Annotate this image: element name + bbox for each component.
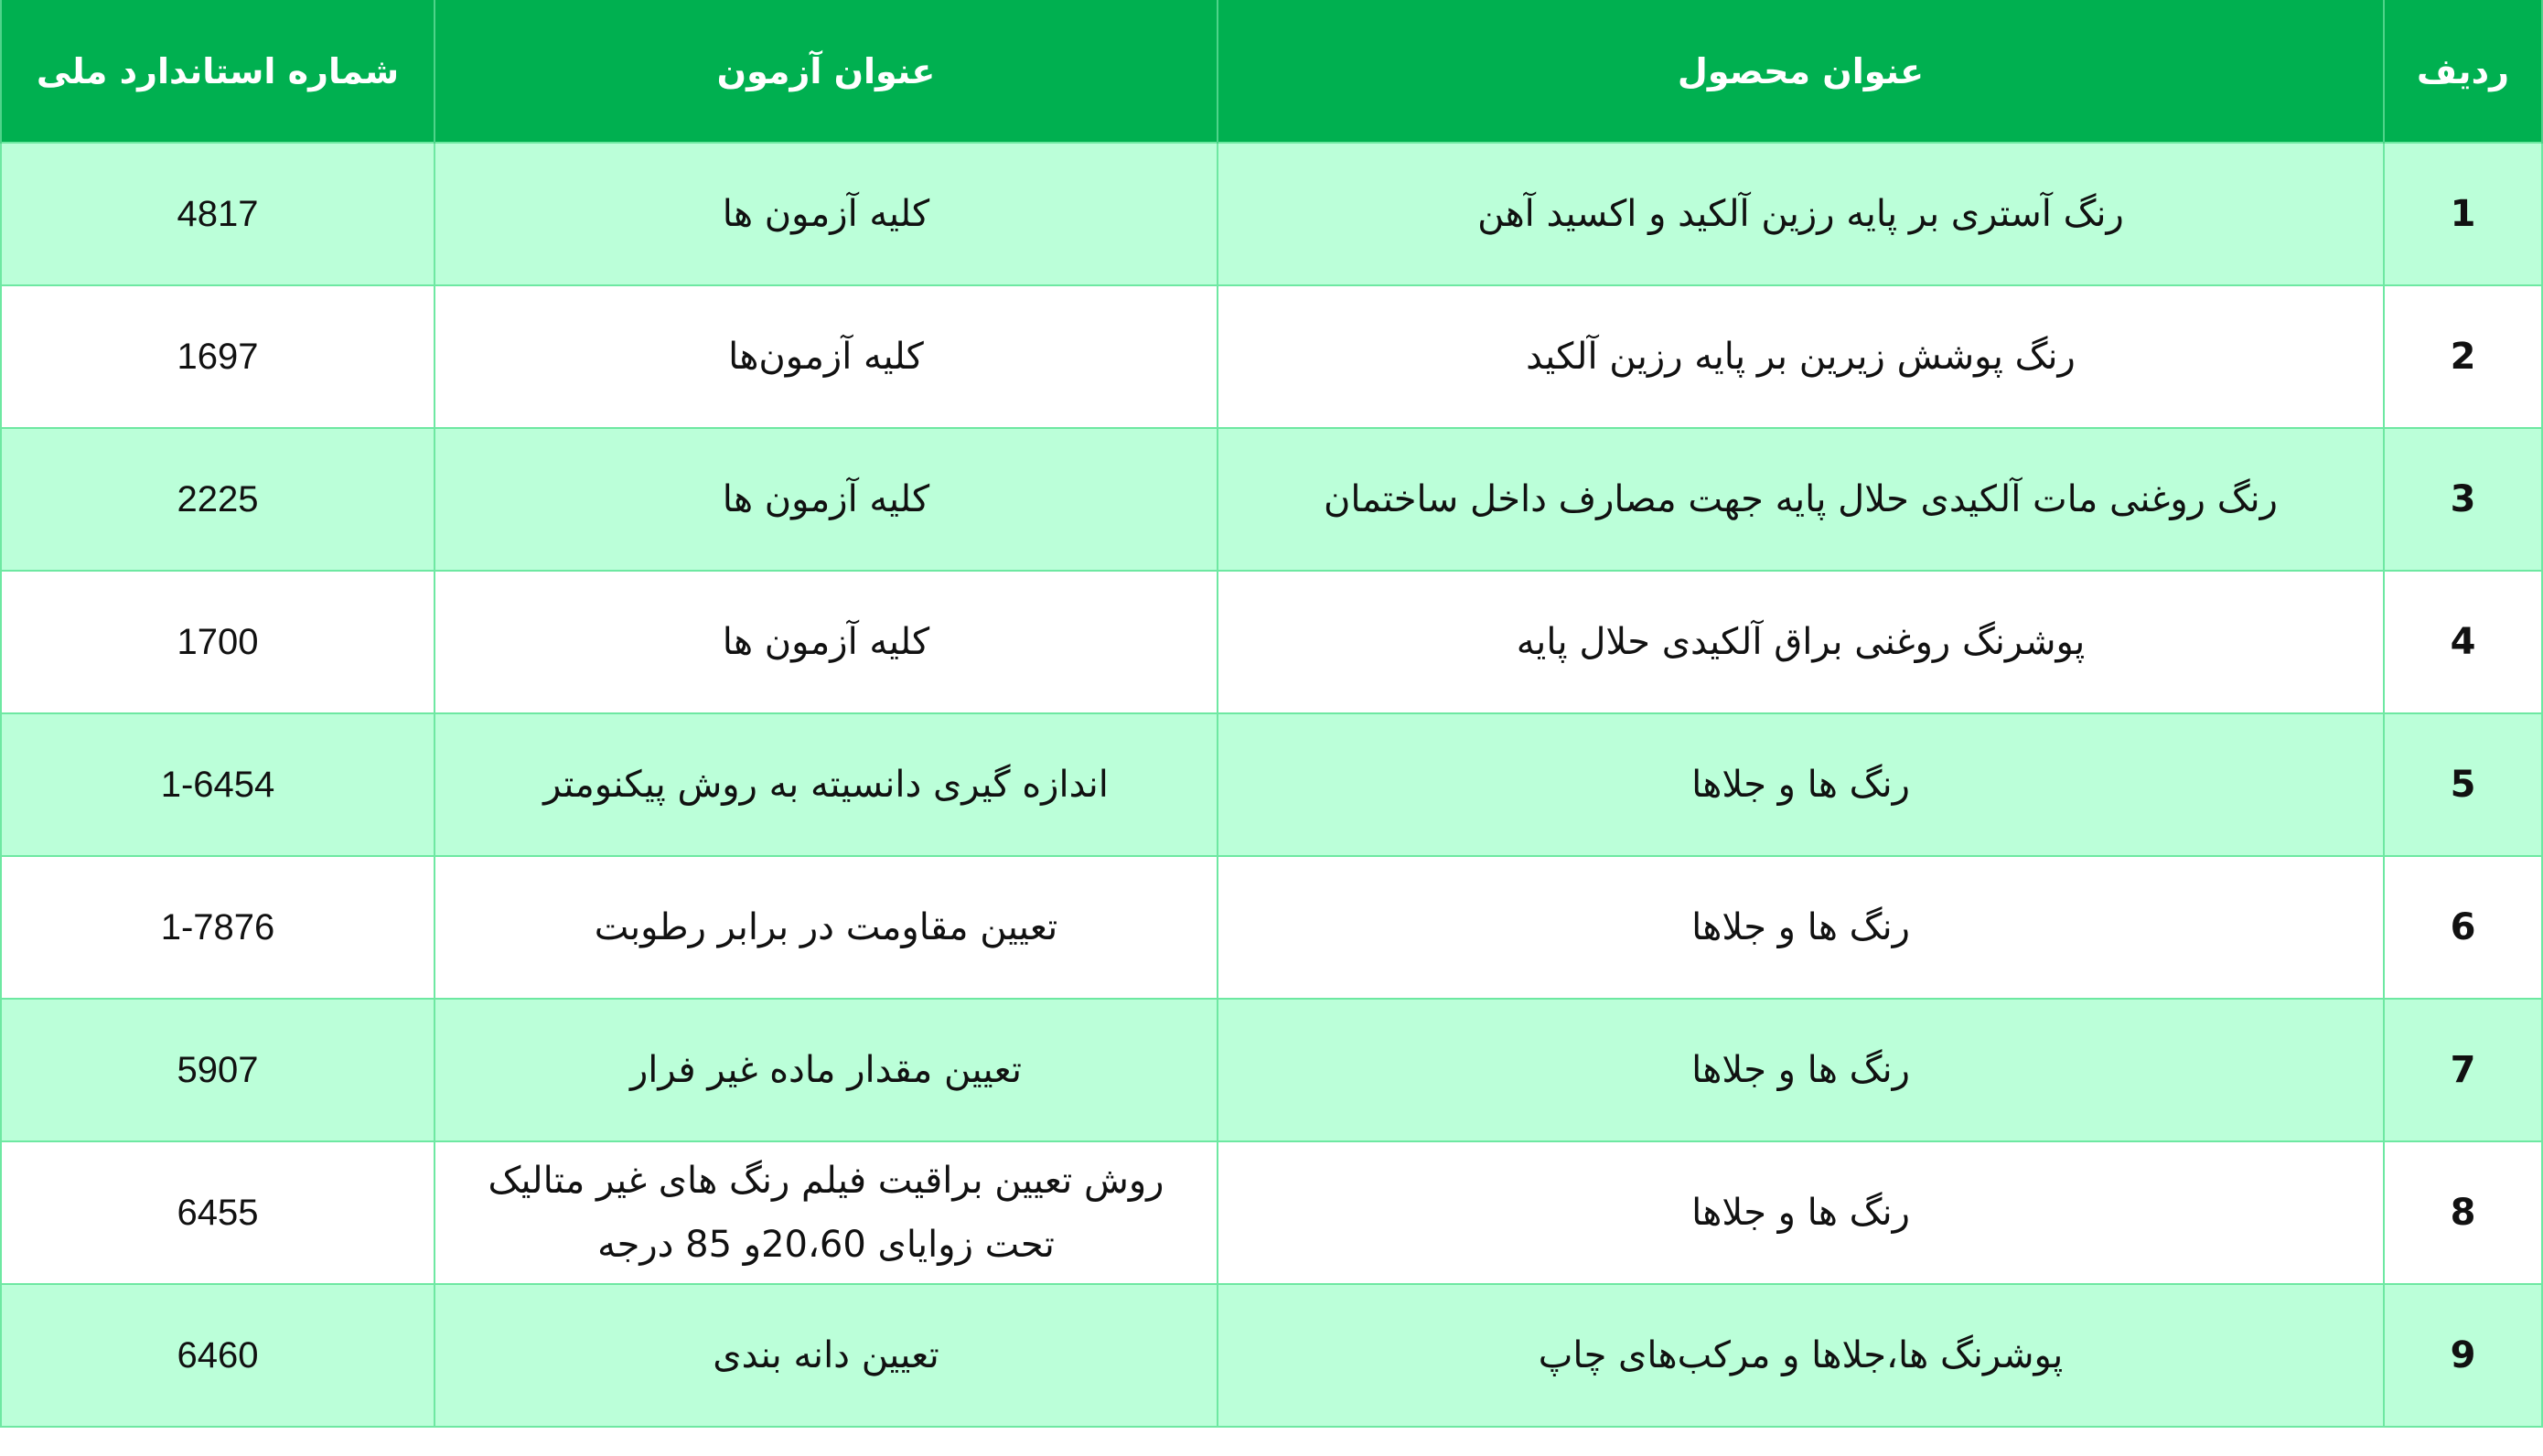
cell-product-title: رنگ ها و جلاها xyxy=(1218,1141,2384,1284)
cell-standard-number: 6455 xyxy=(1,1141,435,1284)
cell-test-title: اندازه گیری دانسیته به روش پیکنومتر xyxy=(435,713,1218,856)
cell-standard-number: 1-6454 xyxy=(1,713,435,856)
table-body xyxy=(1,143,2542,1427)
cell-standard-number: 1697 xyxy=(1,285,435,428)
header-standard-number: شماره استاندارد ملی xyxy=(1,0,435,143)
table-row xyxy=(1,428,2542,571)
cell-product-title: پوشرنگ روغنی براق آلکیدی حلال پایه xyxy=(1218,571,2384,713)
cell-standard-number: 2225 xyxy=(1,428,435,571)
cell-row-number: 3 xyxy=(2384,428,2542,571)
cell-test-title: کلیه آزمون ها xyxy=(435,571,1218,713)
header-product-title: عنوان محصول xyxy=(1218,0,2384,143)
table-row xyxy=(1,143,2542,285)
table-row xyxy=(1,1141,2542,1284)
header-row-number: ردیف xyxy=(2384,0,2542,143)
cell-product-title: رنگ روغنی مات آلکیدی حلال پایه جهت مصارف داخل ساختمان xyxy=(1218,428,2384,571)
cell-test-title: تعیین مقدار ماده غیر فرار xyxy=(435,999,1218,1141)
cell-product-title: رنگ ها و جلاها xyxy=(1218,713,2384,856)
header-row xyxy=(1,0,2542,143)
cell-row-number: 6 xyxy=(2384,856,2542,999)
cell-row-number: 2 xyxy=(2384,285,2542,428)
cell-product-title: رنگ ها و جلاها xyxy=(1218,999,2384,1141)
cell-row-number: 5 xyxy=(2384,713,2542,856)
cell-standard-number: 4817 xyxy=(1,143,435,285)
cell-test-title: روش تعیین براقیت فیلم رنگ های غیر متالیک تحت زوایای 20،60و 85 درجه xyxy=(435,1141,1218,1284)
cell-test-title: کلیه آزمون ها xyxy=(435,428,1218,571)
cell-product-title: رنگ آستری بر پایه رزین آلکید و اکسید آهن xyxy=(1218,143,2384,285)
cell-standard-number: 5907 xyxy=(1,999,435,1141)
table-row xyxy=(1,856,2542,999)
cell-row-number: 7 xyxy=(2384,999,2542,1141)
cell-row-number: 8 xyxy=(2384,1141,2542,1284)
cell-product-title: پوشرنگ ها،جلاها و مرکب‌های چاپ xyxy=(1218,1284,2384,1427)
cell-product-title: رنگ ها و جلاها xyxy=(1218,856,2384,999)
cell-standard-number: 1700 xyxy=(1,571,435,713)
cell-standard-number: 6460 xyxy=(1,1284,435,1427)
cell-row-number: 4 xyxy=(2384,571,2542,713)
cell-test-title: تعیین دانه بندی xyxy=(435,1284,1218,1427)
cell-standard-number: 1-7876 xyxy=(1,856,435,999)
header-test-title: عنوان آزمون xyxy=(435,0,1218,143)
cell-test-title: کلیه آزمون ها xyxy=(435,143,1218,285)
cell-row-number: 9 xyxy=(2384,1284,2542,1427)
cell-product-title: رنگ پوشش زیرین بر پایه رزین آلکید xyxy=(1218,285,2384,428)
cell-test-title: تعیین مقاومت در برابر رطوبت xyxy=(435,856,1218,999)
table-header xyxy=(1,0,2542,143)
cell-test-title: کلیه آزمون‌ها xyxy=(435,285,1218,428)
table-row xyxy=(1,571,2542,713)
table-row xyxy=(1,999,2542,1141)
table-row xyxy=(1,1284,2542,1427)
table-row xyxy=(1,285,2542,428)
table-row xyxy=(1,713,2542,856)
cell-row-number: 1 xyxy=(2384,143,2542,285)
